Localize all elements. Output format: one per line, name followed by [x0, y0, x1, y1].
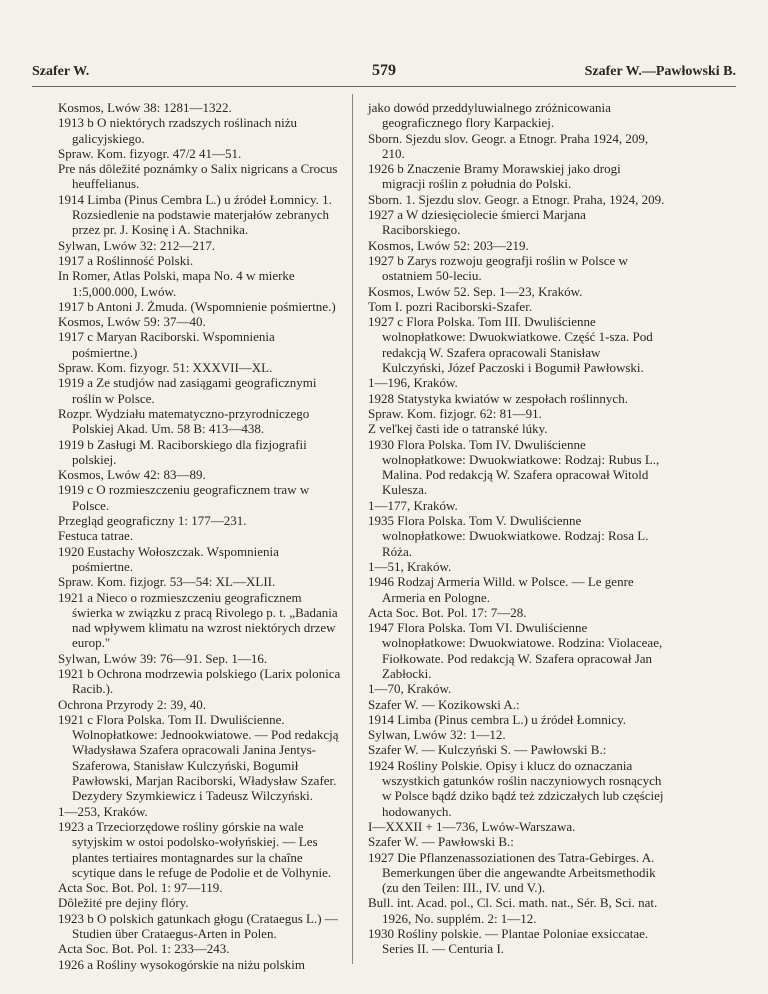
bibliography-line: Kosmos, Lwów 52: 203—219.: [368, 237, 529, 253]
bibliography-line: 1917 a Roślinność Polski.: [58, 252, 194, 268]
bibliography-line: Ochrona Przyrody 2: 39, 40.: [58, 696, 207, 712]
bibliography-line: Sborn. Sjezdu slov. Geogr. a Etnogr. Praha 1924, 209, 210.: [368, 130, 649, 161]
bibliography-line: 1927 Die Pflanzenassoziationen des Tatra-Gebirges. A. Bemerkungen über die angewandte Arbeitsmethodik (zu den Teilen: III., IV. und V.).: [368, 849, 656, 896]
bibliography-line: 1926 b Znaczenie Bramy Morawskiej jako drogi migracji roślin z południa do Polski.: [368, 161, 621, 192]
bibliography-line: 1920 Eustachy Wołoszczak. Wspomnienia pośmiertne.: [58, 543, 279, 574]
bibliography-line: 1927 a W dziesięciolecie śmierci Marjana Raciborskiego.: [368, 207, 586, 238]
bibliography-line: 1919 a Ze studjów nad zasiągami geograficznymi roślin w Polsce.: [58, 375, 317, 406]
bibliography-line: Bull. int. Acad. pol., Cl. Sci. math. nat., Sér. B, Sci. nat. 1926, No. supplém. 2: 1—12.: [368, 895, 658, 926]
bibliography-line: 1923 b O polskich gatunkach głogu (Crataegus L.) — Studien über Crataegus-Arten in Polen.: [58, 910, 338, 942]
bibliography-line: Acta Soc. Bot. Pol. 1: 97—119.: [58, 880, 223, 896]
bibliography-line: 1—177, Kraków.: [368, 497, 458, 513]
left-column: [58, 100, 342, 972]
bibliography-line: 1913 b O niektórych rzadszych roślinach niżu galicyjskiego.: [58, 115, 297, 146]
bibliography-line: Acta Soc. Bot. Pol. 1: 233—243.: [58, 941, 230, 957]
bibliography-line: 1914 Limba (Pinus Cembra L.) u źródeł Łomnicy. 1. Rozsiedlenie na podstawie materjałów zebranych przez pr. J. Kosinę i A. Stachnika.: [58, 191, 332, 238]
bibliography-line: 1—70, Kraków.: [368, 681, 452, 697]
bibliography-line: Kosmos, Lwów 42: 83—89.: [58, 467, 206, 483]
bibliography-line: Szafer W. — Pawłowski B.:: [368, 834, 514, 850]
bibliography-line: Z veľkej časti ide o tatranské lúky.: [368, 421, 548, 437]
bibliography-line: Spraw. Kom. fizyogr. 47/2 41—51.: [58, 145, 242, 161]
bibliography-line: Sylwan, Lwów 32: 212—217.: [58, 237, 216, 253]
bibliography-line: Kosmos, Lwów 38: 1281—1322.: [58, 100, 232, 115]
page-number: 579: [372, 62, 396, 79]
bibliography-line: Sborn. 1. Sjezdu slov. Geogr. a Etnogr. Praha, 1924, 209.: [368, 191, 665, 207]
bibliography-line: 1923 a Trzeciorzędowe rośliny górskie na wale sytyjskim w ostoi podolsko-wołyńskiej. — Les plantes tertiaires montagnardes sur la chaîne scytique dans le refuge de Podolie et de Volhynie.: [58, 818, 332, 880]
bibliography-line: I—XXXII + 1—736, Lwów-Warszawa.: [368, 818, 576, 834]
header-rule: [32, 86, 736, 87]
bibliography-line: 1919 b Zasługi M. Raciborskiego dla fizjografii polskiej.: [58, 436, 307, 467]
bibliography-line: 1917 c Maryan Raciborski. Wspomnienia pośmiertne.): [58, 329, 275, 360]
bibliography-line: 1921 a Nieco o rozmieszczeniu geograficznem świerka w związku z pracą Rivolego p. t. „Badania nad wpływem klimatu na wzrost niektórych drzew europ.": [58, 589, 338, 651]
page-header: [32, 64, 736, 88]
bibliography-line: In Romer, Atlas Polski, mapa No. 4 w mierke 1:5,000.000, Lwów.: [58, 268, 295, 299]
bibliography-line: 1919 c O rozmieszczeniu geograficznem traw w Polsce.: [58, 482, 310, 513]
bibliography-line: 1—253, Kraków.: [58, 803, 148, 819]
bibliography-line: jako dowód przeddyluwialnego zróżnicowania geograficznego flory Karpackiej.: [368, 100, 611, 131]
right-column: [368, 100, 666, 957]
bibliography-line: Spraw. Kom. fizjogr. 53—54: XL—XLII.: [58, 574, 276, 590]
bibliography-line: Acta Soc. Bot. Pol. 17: 7—28.: [368, 604, 527, 620]
bibliography-line: 1928 Statystyka kwiatów w zespołach roślinnych.: [368, 390, 628, 406]
bibliography-line: Szafer W. — Kozikowski A.:: [368, 696, 520, 712]
bibliography-line: 1930 Flora Polska. Tom IV. Dwuliścienne wolnopłatkowe: Dwuokwiatkowe: Rodzaj: Rubus L., Malina. Pod redakcją W. Szafera opracował Witold Kulesza.: [368, 436, 660, 498]
bibliography-line: 1926 a Rośliny wysokogórskie na niżu polskim: [58, 956, 305, 972]
bibliography-line: 1921 b Ochrona modrzewia polskiego (Larix polonica Racib.).: [58, 665, 341, 697]
bibliography-line: Pre nás dôležité poznámky o Salix nigricans a Crocus heuffelianus.: [58, 161, 338, 192]
bibliography-line: Sylwan, Lwów 39: 76—91. Sep. 1—16.: [58, 650, 268, 666]
bibliography-line: Kosmos, Lwów 52. Sep. 1—23, Kraków.: [368, 283, 583, 299]
bibliography-line: 1930 Rośliny polskie. — Plantae Poloniae exsiccatae. Series II. — Centuria I.: [368, 926, 649, 957]
bibliography-line: 1946 Rodzaj Armeria Willd. w Polsce. — Le genre Armeria en Pologne.: [368, 574, 634, 605]
bibliography-line: Festuca tatrae.: [58, 528, 134, 544]
bibliography-line: Szafer W. — Kulczyński S. — Pawłowski B.:: [368, 742, 607, 758]
running-head-left: Szafer W.: [32, 64, 90, 79]
bibliography-line: Dôležité pre dejiny flóry.: [58, 895, 189, 911]
bibliography-line: Spraw. Kom. fizyogr. 51: XXXVII—XL.: [58, 360, 273, 376]
bibliography-line: Sylwan, Lwów 32: 1—12.: [368, 727, 506, 743]
bibliography-line: 1914 Limba (Pinus cembra L.) u źródeł Łomnicy.: [368, 711, 627, 727]
bibliography-line: Rozpr. Wydziału matematyczno-przyrodniczego Polskiej Akad. Um. 58 B: 413—438.: [58, 405, 310, 437]
bibliography-line: 1947 Flora Polska. Tom VI. Dwuliścienne wolnopłatkowe: Dwuokwiatowe. Rodzina: Violaceae, Fiołkowate. Pod redakcją W. Szafera opracował Jan Zabłocki.: [368, 620, 663, 681]
bibliography-line: Przegląd geograficzny 1: 177—231.: [58, 513, 247, 529]
bibliography-line: 1917 b Antoni J. Żmuda. (Wspomnienie pośmiertne.): [58, 298, 336, 314]
bibliography-line: 1927 c Flora Polska. Tom III. Dwuliścienne wolnopłatkowe: Dwuokwiatkowe. Część 1-sza. Pod redakcją W. Szafera opracowali Stanisław Kulczyński, Józef Paczoski i Bogumił Pawłowski.: [368, 314, 653, 376]
running-head-right: Szafer W.—Pawłowski B.: [584, 64, 736, 79]
bibliography-line: Tom I. pozri Raciborski-Szafer.: [368, 298, 533, 314]
bibliography-line: 1—196, Kraków.: [368, 375, 458, 391]
bibliography-line: 1921 c Flora Polska. Tom II. Dwuliścienne. Wolnopłatkowe: Jednookwiatowe. — Pod redakcją Władysława Szafera opracowali Janina Jentys-Szaferowa, Stanisław Kulczyński, Bogumił Pawłowski, Marjan Raciborski, Władysław Szafer. Dezydery Szymkiewicz i Tadeusz Wilczyński.: [58, 711, 339, 804]
bibliography-line: 1—51, Kraków.: [368, 558, 452, 574]
bibliography-line: 1924 Rośliny Polskie. Opisy i klucz do oznaczania wszystkich gatunków roślin naczyniowych rosnących w Polsce bądź dziko bądź też zdziczałych lub częściej hodowanych.: [368, 757, 664, 819]
column-divider: [352, 94, 353, 964]
bibliography-line: 1927 b Zarys rozwoju geografji roślin w Polsce w ostatniem 50-leciu.: [368, 252, 628, 284]
bibliography-line: Kosmos, Lwów 59: 37—40.: [58, 314, 206, 330]
bibliography-line: Spraw. Kom. fizjogr. 62: 81—91.: [368, 405, 542, 421]
bibliography-line: 1935 Flora Polska. Tom V. Dwuliścienne wolnopłatkowe: Dwuokwiatkowe. Rodzaj: Rosa L. Róża.: [368, 513, 649, 559]
